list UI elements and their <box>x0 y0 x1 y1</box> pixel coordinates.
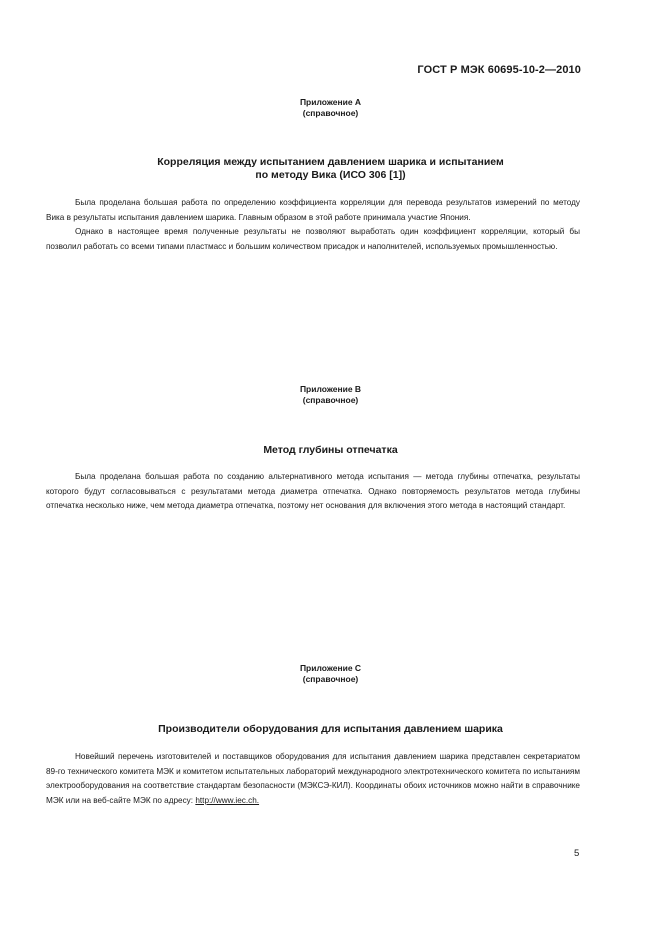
annex-a-title <box>0 156 661 182</box>
annex-c-paragraph-text: Новейший перечень изготовителей и поставщиков оборудования для испытания давлением шарика представлен секретариатом 89-го технического комитета МЭК и комитетом испытательных лабораторий международного электротехнического комитета по испытаниям электрооборудования на соответствие стандартам безопасности (МЭКСЭ-КИЛ). Координаты обоих источников можно найти в справочнике МЭК или на веб-сайте МЭК по адресу: <box>46 752 580 805</box>
annex-c-label: Приложение С <box>299 663 362 673</box>
annex-b-heading <box>0 384 661 406</box>
page-number: 5 <box>574 848 580 859</box>
annex-c-title <box>0 723 661 736</box>
annex-b-body <box>46 470 580 514</box>
annex-b-kind: (справочное) <box>302 395 359 405</box>
iec-website-link[interactable]: http://www.iec.ch. <box>195 795 260 805</box>
annex-b-title <box>0 444 661 457</box>
annex-a-title-line-2: по методу Вика (ИСО 306 [1]) <box>255 169 406 181</box>
annex-a-heading <box>0 97 661 119</box>
annex-a-body <box>46 196 580 254</box>
annex-a-label: Приложение А <box>299 97 362 107</box>
annex-a-paragraph-1: Была проделана большая работа по определению коэффициента корреляции для перевода результатов измерений по методу Вика в результаты испытания давлением шарика. Главным образом в этой работе принимала участие Япония. <box>46 198 580 222</box>
annex-a-title-line-1: Корреляция между испытанием давлением шарика и испытанием <box>157 156 504 168</box>
annex-b-title-line-1: Метод глубины отпечатка <box>263 444 398 456</box>
annex-c-paragraph-1 <box>46 750 580 808</box>
document-header: ГОСТ Р МЭК 60695-10-2—2010 <box>417 64 581 76</box>
annex-c-title-line-1: Производители оборудования для испытания давлением шарика <box>158 723 503 735</box>
annex-c-body <box>46 750 580 808</box>
annex-c-kind: (справочное) <box>302 674 359 684</box>
annex-a-paragraph-2: Однако в настоящее время полученные результаты не позволяют выработать один коэффициент корреляции, который бы позволил работать со всеми типами пластмасс и большим количеством присадок и наполнителей, используемых промышленностью. <box>46 227 580 251</box>
annex-a-kind: (справочное) <box>302 108 359 118</box>
annex-b-paragraph-1: Была проделана большая работа по созданию альтернативного метода испытания — метода глубины отпечатка, результаты которого будут согласовываться с результатами метода диаметра отпечатка. Однако повторяемость результатов метода глубины отпечатка несколько ниже, чем метода диаметра отпечатка, поэтому нет основания для включения этого метода в настоящий стандарт. <box>46 472 580 510</box>
annex-b-label: Приложение В <box>299 384 362 394</box>
annex-c-heading <box>0 663 661 685</box>
